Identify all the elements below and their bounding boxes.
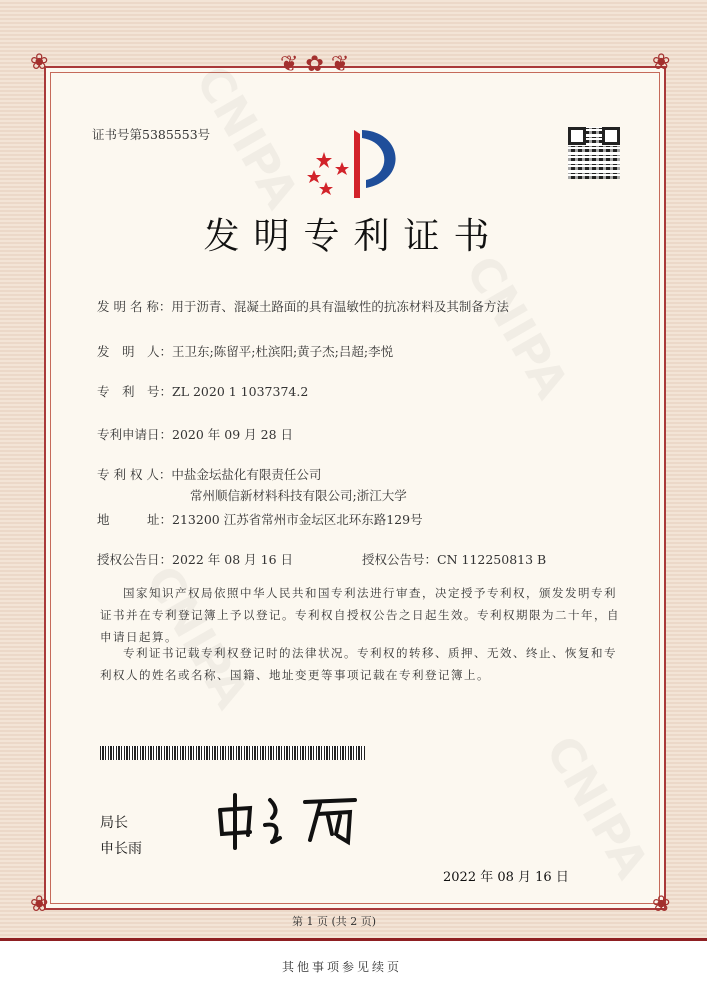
grant-date: 2022 年 08 月 16 日 (172, 552, 294, 567)
sign-date: 2022 年 08 月 16 日 (443, 870, 569, 885)
certificate-number: 证书号第5385553号 (92, 127, 211, 142)
patent-number-label: 专 利 号： (97, 384, 173, 399)
inventors-label: 发 明 人： (97, 344, 173, 359)
inventors: 王卫东;陈留平;杜滨阳;黄子杰;吕超;李悦 (172, 344, 394, 359)
patentee-1: 中盐金坛盐化有限责任公司 (171, 467, 322, 482)
address-label: 地 址： (97, 512, 173, 527)
grant-number: CN 112250813 B (437, 552, 547, 567)
invention-name-label: 发 明 名 称： (97, 299, 172, 314)
ornament-corner-icon: ❀ (30, 50, 49, 75)
footer-note: 其他事项参见续页 (282, 960, 403, 974)
page-title: 发明专利证书 (203, 216, 504, 257)
patent-number: ZL 2020 1 1037374.2 (172, 384, 309, 399)
ornament-corner-icon: ❀ (652, 50, 671, 75)
ornament-corner-icon: ❀ (652, 892, 671, 917)
divider (0, 938, 707, 941)
filing-date-label: 专利申请日： (97, 427, 173, 442)
ornament-top-icon: ❦ ✿ ❦ (280, 52, 350, 77)
statement-paragraph: 国家知识产权局依照中华人民共和国专利法进行审查，决定授予专利权，颁发发明专利证书并在专利登记簿上予以登记。专利权自授权公告之日起生效。专利权期限为二十年，自申请日起算。 (100, 586, 620, 644)
patentee-label: 专 利 权 人： (97, 467, 172, 482)
grant-date-label: 授权公告日： (97, 552, 173, 567)
patentee-2: 常州顺信新材料科技有限公司;浙江大学 (190, 488, 407, 503)
page-info: 第 1 页 (共 2 页) (292, 915, 377, 928)
cnipa-logo-icon (304, 122, 408, 202)
signatory-title: 局长 (100, 815, 128, 831)
ornament-corner-icon: ❀ (30, 892, 49, 917)
statement-paragraph: 专利证书记载专利权登记时的法律状况。专利权的转移、质押、无效、终止、恢复和专利权人的姓名或名称、国籍、地址变更等事项记载在专利登记簿上。 (100, 646, 617, 682)
signature (210, 790, 370, 850)
qr-code (568, 127, 620, 179)
signatory-name: 申长雨 (100, 841, 142, 857)
grant-number-label: 授权公告号： (362, 552, 438, 567)
filing-date: 2020 年 09 月 28 日 (172, 427, 294, 442)
barcode (100, 746, 365, 760)
address: 213200 江苏省常州市金坛区北环东路129号 (172, 512, 423, 527)
invention-name: 用于沥青、混凝土路面的具有温敏性的抗冻材料及其制备方法 (171, 299, 509, 314)
